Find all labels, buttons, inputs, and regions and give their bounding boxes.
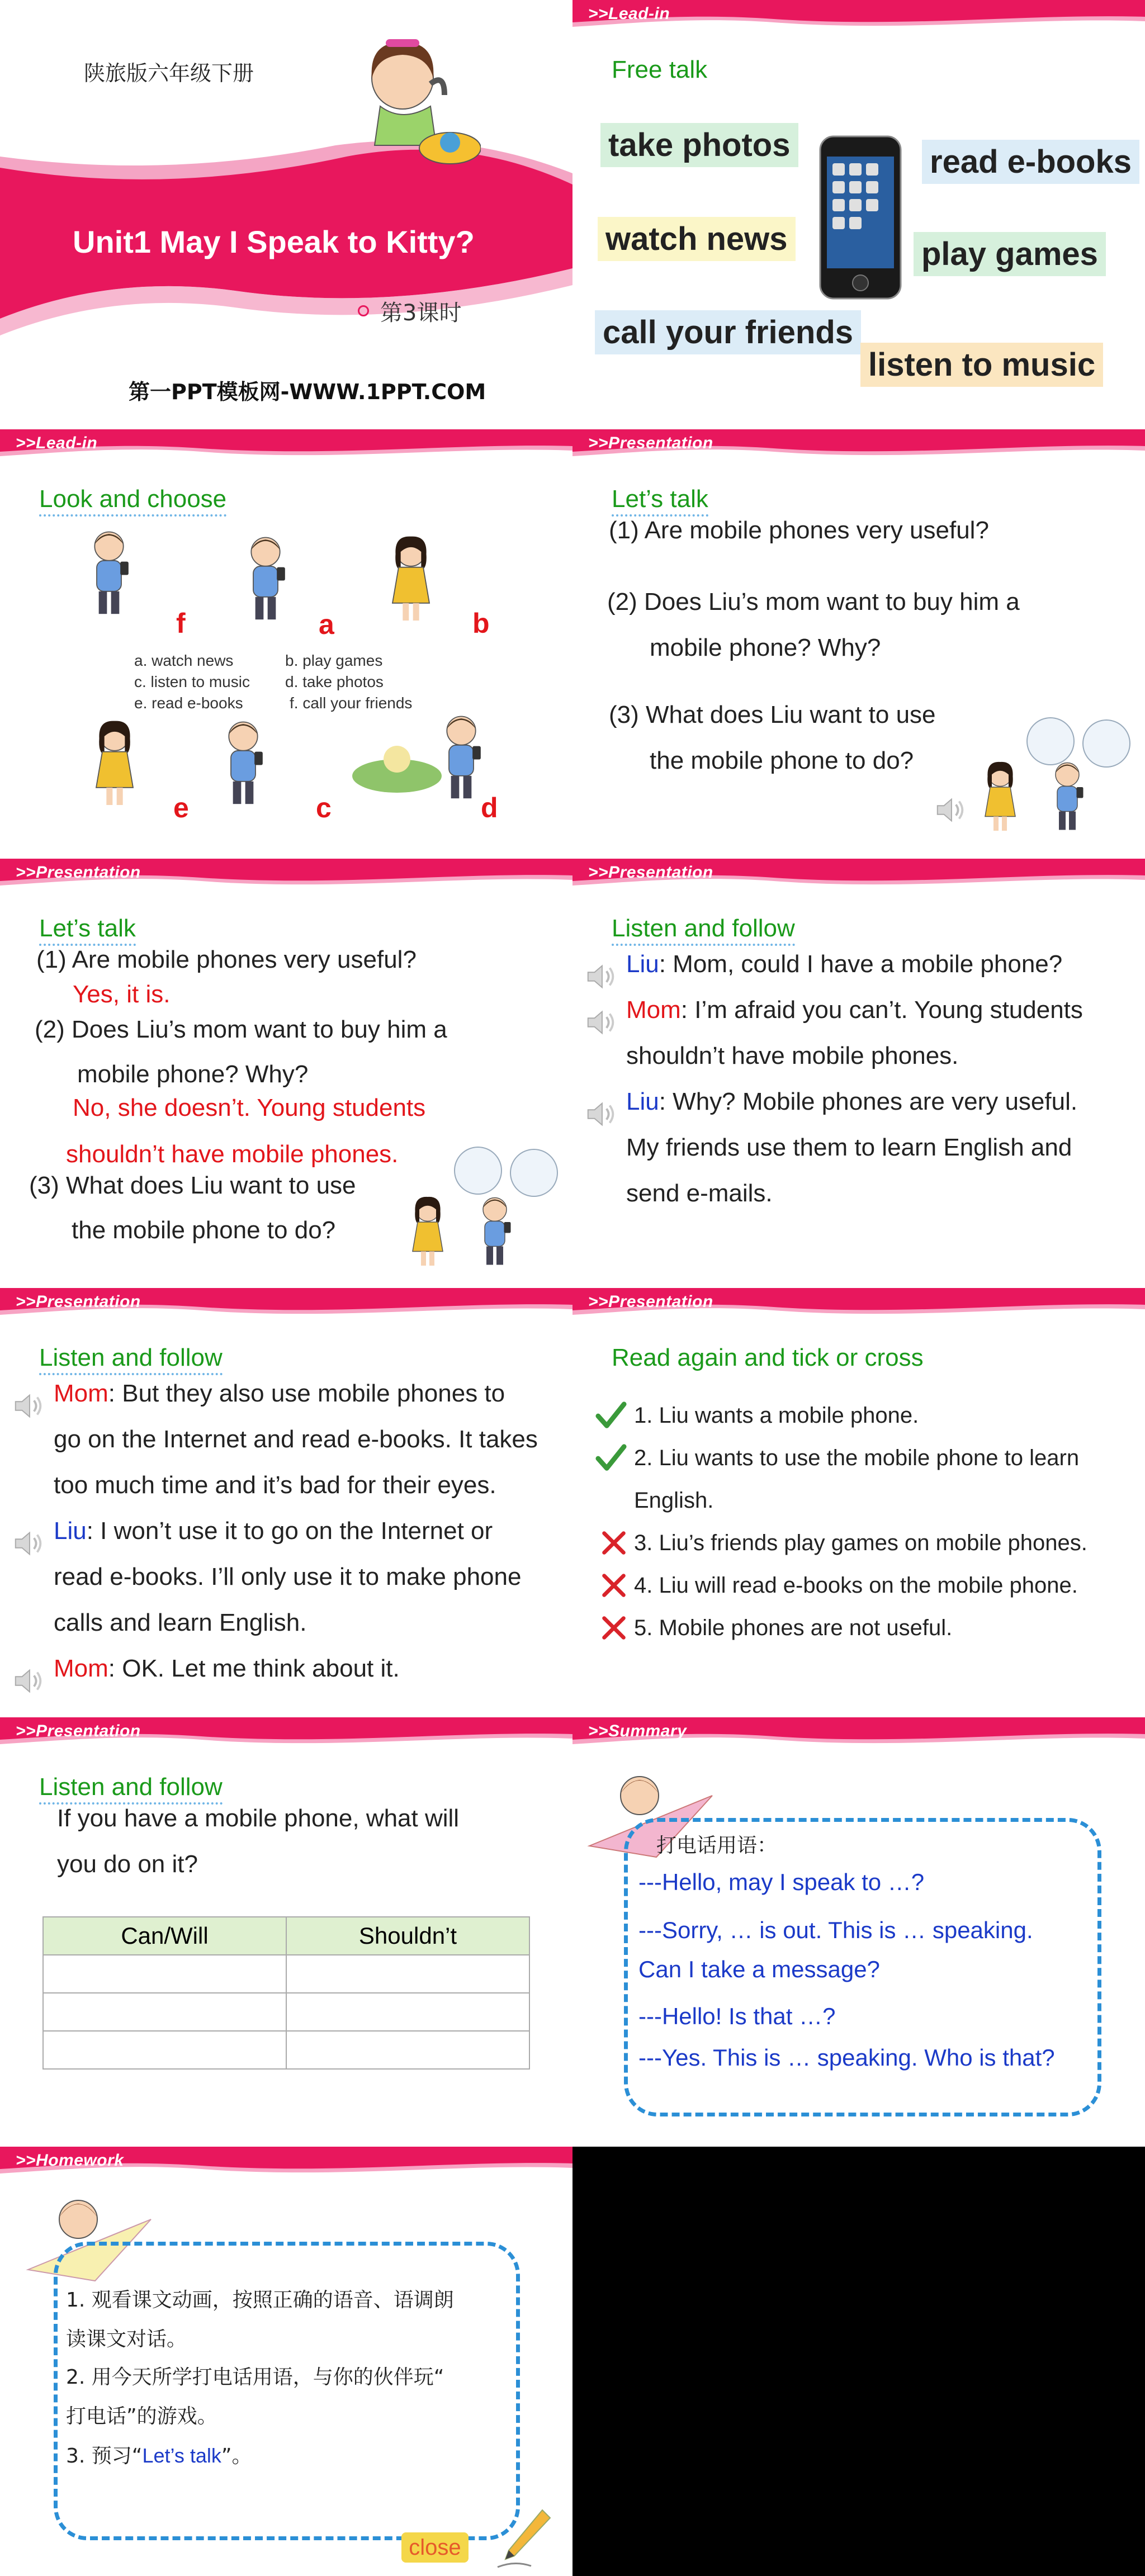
section-label: >>Presentation — [16, 1722, 141, 1740]
option-a: a. watch news — [134, 652, 234, 669]
table-cell[interactable] — [43, 1993, 286, 2031]
answer-letter: f — [176, 608, 186, 639]
slide-listen-follow-1 — [572, 859, 1145, 1288]
speaker-name: Liu — [626, 1088, 659, 1115]
phrase-listen-music: listen to music — [860, 343, 1103, 387]
kid-phone-illustration — [430, 709, 492, 804]
subtitle: Listen and follow — [39, 1344, 223, 1375]
lesson-label: 第3课时 — [380, 300, 462, 326]
slide-listen-follow-2 — [0, 1288, 572, 1717]
dialogue-line: send e-mails. — [626, 1180, 773, 1207]
slide-title-text: Unit1 May I Speak to Kitty? — [73, 224, 475, 259]
speaker-icon[interactable] — [11, 1389, 46, 1423]
dialogue-line: too much time and it’s bad for their eyes. — [54, 1471, 496, 1499]
question-3-cont: the mobile phone to do? — [650, 747, 914, 774]
subtitle: Listen and follow — [39, 1773, 223, 1805]
boy-illustration — [470, 1188, 520, 1272]
slide-look-choose — [0, 429, 572, 859]
slide-lets-talk-questions — [572, 429, 1145, 859]
speaker-icon[interactable] — [933, 793, 968, 827]
tick-icon — [595, 1442, 627, 1475]
phrase-read-ebooks: read e-books — [922, 140, 1139, 184]
phrase-play-games: play games — [914, 232, 1106, 276]
summary-heading: 打电话用语： — [656, 1834, 778, 1857]
speaker-icon[interactable] — [584, 959, 618, 994]
section-label: >>Summary — [588, 1722, 687, 1740]
table-cell[interactable] — [286, 1993, 529, 2031]
question-3-cont: the mobile phone to do? — [72, 1216, 336, 1244]
answer-letter: a — [319, 609, 334, 640]
answer-2: No, she doesn’t. Young students — [73, 1094, 426, 1121]
dialogue-line: Liu: Why? Mobile phones are very useful. — [626, 1088, 1078, 1115]
summary-line: ---Hello! Is that …? — [638, 2003, 836, 2029]
dialogue-line: Mom: But they also use mobile phones to — [54, 1380, 505, 1407]
slide-lets-talk-answers — [0, 859, 572, 1288]
homework-line: 1. 观看课文动画，按照正确的语音、语调朗 — [66, 2289, 454, 2312]
site-label: 第一PPT模板网-WWW.1PPT.COM — [129, 380, 486, 404]
speaker-name: Mom — [626, 996, 681, 1024]
dialogue-line: calls and learn English. — [54, 1609, 307, 1636]
slide-summary — [572, 1717, 1145, 2147]
slide-title — [0, 0, 572, 429]
homework-line: 2. 用今天所学打电话用语，与你的伙伴玩“ — [66, 2366, 444, 2389]
subtitle: Let’s talk — [39, 915, 136, 946]
grade-label: 陕旅版六年级下册 — [84, 61, 254, 86]
mobile-phone-image — [816, 134, 905, 302]
can-will-table — [42, 1916, 530, 2070]
speaker-icon[interactable] — [584, 1005, 618, 1040]
summary-line: ---Yes. This is … speaking. Who is that? — [638, 2044, 1055, 2071]
slide-homework — [0, 2147, 572, 2576]
speaker-icon[interactable] — [584, 1097, 618, 1131]
statement: 5. Mobile phones are not useful. — [634, 1616, 953, 1640]
question-2-cont: mobile phone? Why? — [77, 1060, 309, 1088]
answer-letter: c — [316, 792, 332, 823]
dialogue-line: Mom: I’m afraid you can’t. Young students — [626, 996, 1083, 1024]
speaker-icon[interactable] — [11, 1664, 46, 1698]
option-f: f. call your friends — [290, 694, 413, 712]
column-header: Can/Will — [43, 1917, 286, 1955]
close-button[interactable]: close — [401, 2532, 469, 2563]
girl-phone-illustration — [84, 714, 145, 809]
answer-2-cont: shouldn’t have mobile phones. — [66, 1140, 399, 1168]
girl-on-phone-illustration — [347, 28, 481, 179]
answer-letter: d — [481, 792, 498, 823]
question-1: (1) Are mobile phones very useful? — [36, 946, 417, 973]
homework-line: 读课文对话。 — [66, 2328, 187, 2351]
slide-free-talk — [572, 0, 1145, 429]
statement: 1. Liu wants a mobile phone. — [634, 1403, 919, 1428]
phrase-watch-news: watch news — [598, 217, 796, 261]
summary-line: ---Sorry, … is out. This is … speaking. — [638, 1917, 1033, 1943]
subtitle: Read again and tick or cross — [612, 1344, 924, 1371]
cross-icon — [599, 1571, 628, 1600]
dialogue-line: Liu: I won’t use it to go on the Internet or — [54, 1517, 493, 1545]
prompt-text-cont: you do on it? — [57, 1850, 198, 1878]
question-2: (2) Does Liu’s mom want to buy him a — [35, 1016, 447, 1043]
summary-line: Can I take a message? — [638, 1956, 880, 1982]
speaker-name: Mom — [54, 1655, 108, 1682]
speaker-name: Mom — [54, 1380, 108, 1407]
section-label: >>Presentation — [16, 863, 141, 882]
dialogue-line: read e-books. I’ll only use it to make phone — [54, 1563, 522, 1590]
kid-phone-illustration — [78, 524, 140, 619]
column-header: Shouldn’t — [286, 1917, 529, 1955]
cross-icon — [599, 1613, 628, 1642]
option-c: c. listen to music — [134, 673, 250, 690]
slide-tick-or-cross — [572, 1288, 1145, 1717]
cross-icon — [599, 1528, 628, 1557]
subtitle: Free talk — [612, 56, 708, 83]
kid-phone-illustration — [212, 714, 274, 809]
section-label: >>Lead-in — [16, 434, 98, 452]
girl-illustration — [975, 754, 1025, 837]
kid-phone-illustration — [235, 530, 296, 625]
homework-line: 3. 预习“Let’s talk”。 — [66, 2444, 252, 2468]
answer-letter: b — [472, 608, 490, 639]
table-cell[interactable] — [43, 1955, 286, 1993]
option-b: b. play games — [285, 652, 383, 669]
dialogue-line: shouldn’t have mobile phones. — [626, 1042, 959, 1069]
speaker-name: Liu — [626, 950, 659, 978]
question-2-cont: mobile phone? Why? — [650, 634, 881, 661]
speaker-name: Liu — [54, 1517, 87, 1545]
boy-illustration — [1042, 754, 1092, 837]
answer-letter: e — [173, 792, 189, 823]
table-cell[interactable] — [286, 2031, 529, 2069]
summary-line: ---Hello, may I speak to …? — [638, 1869, 925, 1895]
slide-can-will-table — [0, 1717, 572, 2147]
tick-icon — [595, 1400, 627, 1432]
question-2: (2) Does Liu’s mom want to buy him a — [607, 588, 1020, 615]
dialogue-line: Mom: OK. Let me think about it. — [54, 1655, 400, 1682]
option-e: e. read e-books — [134, 694, 243, 712]
phrase-call-friends: call your friends — [595, 310, 861, 354]
table-cell[interactable] — [286, 1955, 529, 1993]
subtitle: Let’s talk — [612, 485, 708, 517]
question-3: (3) What does Liu want to use — [609, 701, 936, 728]
girl-illustration — [403, 1188, 453, 1272]
option-d: d. take photos — [285, 673, 384, 690]
dialogue-line: go on the Internet and read e-books. It takes — [54, 1426, 538, 1453]
subtitle: Look and choose — [39, 485, 226, 517]
dialogue-line: My friends use them to learn English and — [626, 1134, 1072, 1161]
lets-talk-link[interactable]: Let’s talk — [142, 2444, 221, 2467]
section-label: >>Presentation — [588, 434, 713, 452]
statement: 3. Liu’s friends play games on mobile phones. — [634, 1531, 1087, 1555]
phrase-take-photos: take photos — [600, 123, 798, 167]
statement: 2. Liu wants to use the mobile phone to learn — [634, 1446, 1080, 1470]
answer-1: Yes, it is. — [73, 981, 171, 1008]
girl-phone-illustration — [380, 530, 442, 625]
speaker-icon[interactable] — [11, 1526, 46, 1561]
bullet-dot — [358, 305, 369, 316]
subtitle: Listen and follow — [612, 915, 795, 946]
section-label: >>Lead-in — [588, 4, 670, 23]
statement-cont: English. — [634, 1488, 714, 1513]
prompt-text: If you have a mobile phone, what will — [57, 1805, 460, 1832]
section-label: >>Homework — [16, 2151, 124, 2170]
dialogue-line: Liu: Mom, could I have a mobile phone? — [626, 950, 1063, 978]
statement: 4. Liu will read e-books on the mobile phone. — [634, 1573, 1078, 1598]
table-cell[interactable] — [43, 2031, 286, 2069]
section-label: >>Presentation — [588, 863, 713, 882]
section-label: >>Presentation — [16, 1292, 141, 1311]
pencil-icon — [492, 2504, 553, 2572]
homework-line: 打电话”的游戏。 — [66, 2405, 217, 2428]
question-1: (1) Are mobile phones very useful? — [609, 517, 989, 544]
section-label: >>Presentation — [588, 1292, 713, 1311]
question-3: (3) What does Liu want to use — [29, 1172, 356, 1199]
